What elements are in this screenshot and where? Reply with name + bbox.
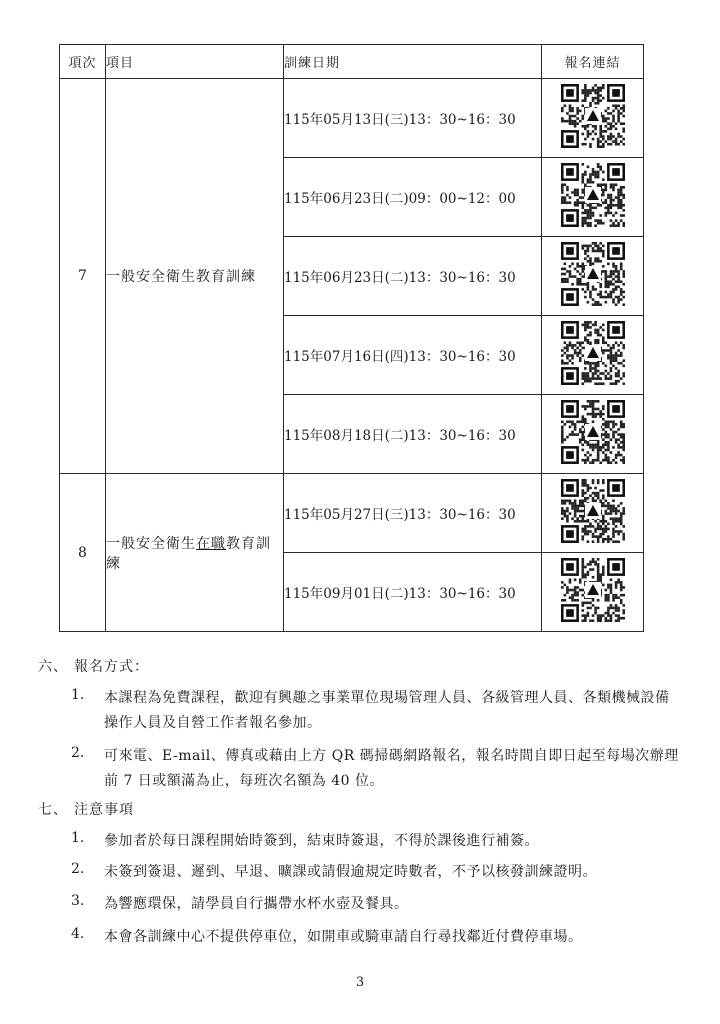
qr-code-icon[interactable] (561, 400, 625, 464)
session-date: 115年06月23日(二)13：30~16：30 (284, 237, 542, 316)
item-number: 1. (71, 687, 85, 703)
qr-code-cell[interactable] (542, 237, 644, 316)
session-date: 115年06月23日(二)09：00~12：00 (284, 158, 542, 237)
group-8-item (106, 474, 284, 632)
item-number: 3. (71, 893, 85, 909)
session-date: 115年05月13日(三)13：30~16：30 (284, 79, 542, 158)
qr-code-icon[interactable] (561, 84, 625, 148)
header-qr-link: 報名連結 (542, 45, 644, 79)
group-8-number: 8 (60, 474, 106, 632)
page-number: 3 (355, 975, 365, 990)
section-registration-heading (38, 656, 149, 676)
section-number: 六、 (38, 659, 68, 675)
item-text-line: 本會各訓練中心不提供停車位，如開車或騎車請自行尋找鄰近付費停車場。 (104, 929, 583, 945)
item-text-line: 操作人員及自營工作者報名參加。 (104, 715, 322, 731)
item-text-line: 未簽到簽退、遲到、早退、曠課或請假逾規定時數者，不予以核發訓練證明。 (104, 864, 597, 880)
item-text-underlined: 在職 (196, 535, 226, 552)
session-date: 115年09月01日(二)13：30~16：30 (284, 553, 542, 632)
session-date: 115年08月18日(二)13：30~16：30 (284, 395, 542, 474)
item-number: 2. (71, 745, 85, 761)
session-date: 115年05月27日(三)13：30~16：30 (284, 474, 542, 553)
section-title: 注意事項 (74, 802, 134, 818)
header-date: 訓練日期 (284, 45, 542, 79)
qr-code-icon[interactable] (561, 242, 625, 306)
qr-code-cell[interactable] (542, 553, 644, 632)
table-row (60, 79, 644, 158)
item-text-line: 參加者於每日課程開始時簽到，結束時簽退，不得於課後進行補簽。 (104, 833, 539, 849)
item-text-part: 教育訓練 (106, 535, 271, 572)
section-title: 報名方式： (74, 659, 149, 675)
qr-code-cell[interactable] (542, 316, 644, 395)
table-row (60, 474, 644, 553)
qr-code-cell[interactable] (542, 79, 644, 158)
section-number: 七、 (38, 802, 68, 818)
group-7-number: 7 (60, 79, 106, 474)
qr-code-icon[interactable] (561, 479, 625, 543)
qr-code-icon[interactable] (561, 321, 625, 385)
item-number: 1. (71, 830, 85, 846)
item-number: 4. (71, 926, 85, 942)
training-schedule-table (59, 44, 644, 632)
qr-code-icon[interactable] (561, 558, 625, 622)
group-7-item: 一般安全衛生教育訓練 (106, 79, 284, 474)
qr-code-cell[interactable] (542, 158, 644, 237)
section-notes-heading (38, 799, 134, 819)
session-date: 115年07月16日(四)13：30~16：30 (284, 316, 542, 395)
item-text-line: 可來電、E-mail、傳真或藉由上方 QR 碼掃碼網路報名，報名時間自即日起至每場次辦理 (104, 748, 679, 764)
item-text-line: 本課程為免費課程，歡迎有興趣之事業單位現場管理人員、各級管理人員、各類機械設備 (104, 690, 670, 706)
item-text-part: 一般安全衛生 (106, 535, 196, 552)
qr-code-cell[interactable] (542, 395, 644, 474)
header-item: 項目 (106, 45, 284, 79)
item-text-line: 前 7 日或額滿為止，每班次名額為 40 位。 (104, 773, 385, 789)
item-text-line: 為響應環保，請學員自行攜帶水杯水壺及餐具。 (104, 896, 409, 912)
table-header-row (60, 45, 644, 79)
qr-code-icon[interactable] (561, 163, 625, 227)
header-no: 項次 (60, 45, 106, 79)
qr-code-cell[interactable] (542, 474, 644, 553)
item-number: 2. (71, 861, 85, 877)
